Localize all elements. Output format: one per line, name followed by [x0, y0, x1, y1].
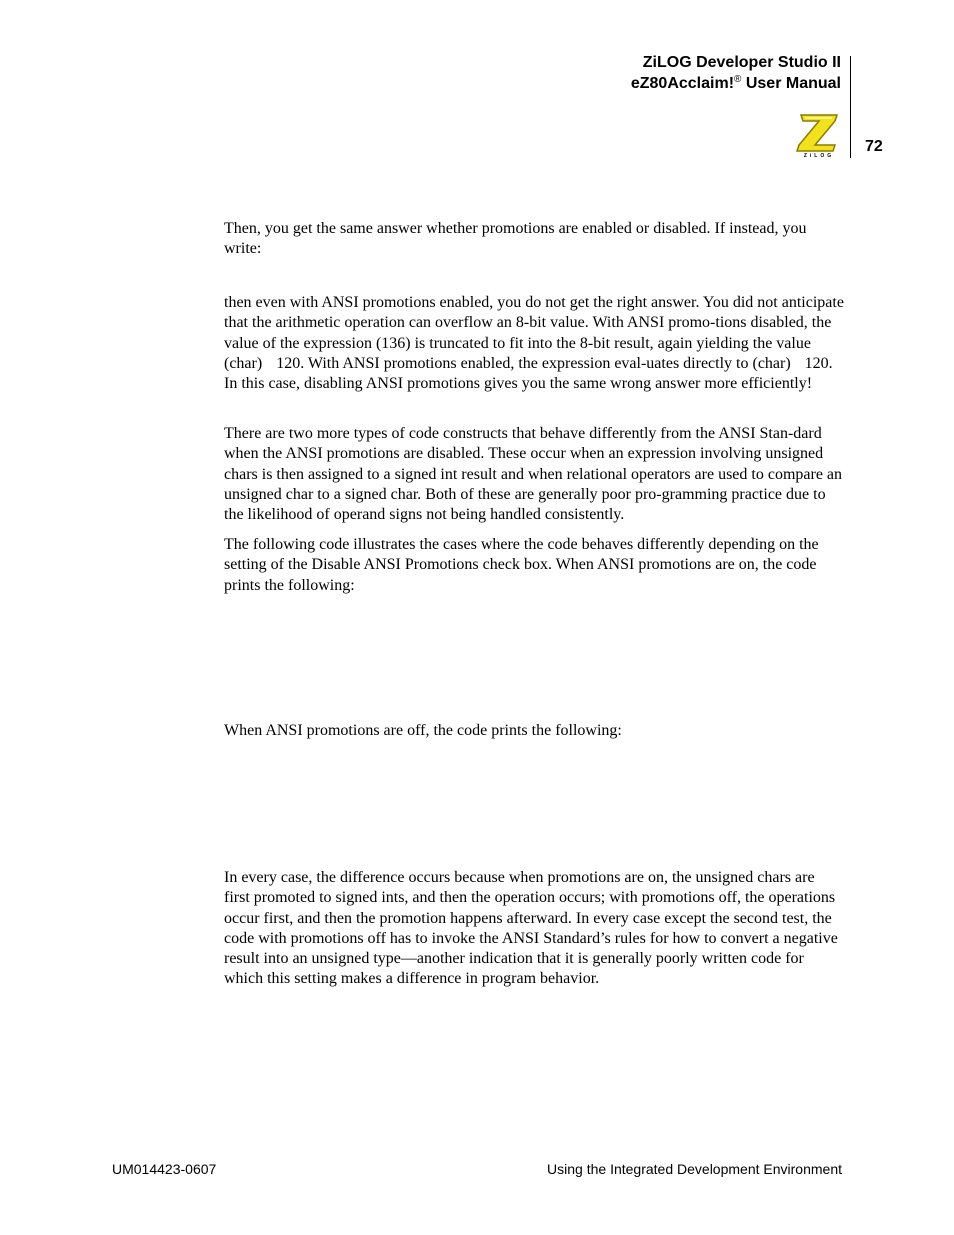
paragraph-text: In every case, the difference occurs because when promotions are on, the unsigned chars are first promoted to signed ints, and then the operation occurs; with promotions off, the operations occur first, and then the promotion happens afterward. In every case except the second test, the code with promotions off has to invoke the ANSI Standard’s rules for how to convert a negative result into an unsigned type—another indication that it is generally poorly written code for which this setting makes a difference in program behavior. — [224, 869, 838, 988]
zilog-logo — [795, 113, 843, 159]
paragraph-5 — [224, 721, 844, 741]
paragraph-2-part-c: 120. In this case, disabling ANSI promotions gives you the same wrong answer more efficiently! — [224, 354, 833, 393]
header-title-line1: ZiLOG Developer Studio II — [642, 54, 841, 71]
paragraph-text: The following code illustrates the cases where the code behaves differently depending on the setting of the Disable ANSI Promotions check box. When ANSI promotions are on, the code prints the following: — [224, 536, 819, 594]
page-number: 72 — [865, 138, 883, 155]
header-manual-label: User Manual — [741, 75, 841, 92]
paragraph-1 — [224, 219, 844, 260]
paragraph-2 — [224, 293, 844, 394]
footer-doc-id: UM014423-0607 — [112, 1161, 217, 1177]
header-title-line2 — [631, 73, 841, 94]
paragraph-6 — [224, 868, 844, 990]
paragraph-text: When ANSI promotions are off, the code prints the following: — [224, 722, 622, 739]
paragraph-text — [224, 293, 844, 394]
paragraph-2-part-a: then even with ANSI promotions enabled, you do not get the right answer. You did not anticipate that the arithmetic operation can overflow an 8-bit value. With ANSI promo-tions disabled, the value of the expression (136) is truncated to fit into the 8-bit result, again yielding the value (char) — [224, 294, 844, 372]
footer-section-title: Using the Integrated Development Environment — [547, 1161, 842, 1177]
paragraph-4 — [224, 535, 844, 596]
header-title — [631, 52, 841, 94]
paragraph-text: Then, you get the same answer whether promotions are enabled or disabled. If instead, you write: — [224, 220, 807, 258]
logo-wordmark: ZiLOG — [803, 153, 835, 159]
paragraph-3 — [224, 424, 844, 525]
header-divider — [850, 56, 851, 158]
zilog-z-icon — [795, 113, 843, 153]
header-product-name: eZ80Acclaim! — [630, 75, 735, 92]
registered-mark: ® — [734, 74, 742, 85]
paragraph-2-part-b: 120. With ANSI promotions enabled, the expression eval-uates directly to (char) — [276, 354, 791, 372]
paragraph-text: There are two more types of code constructs that behave differently from the ANSI Stan-dard when the ANSI promotions are disabled. These occur when an expression involving unsigned chars is then assigned to a signed int result and when relational operators are used to compare an unsigned char to a signed char. Both of these are generally poor pro-gramming practice due to the likelihood of operand signs not being handled consistently. — [224, 425, 843, 524]
